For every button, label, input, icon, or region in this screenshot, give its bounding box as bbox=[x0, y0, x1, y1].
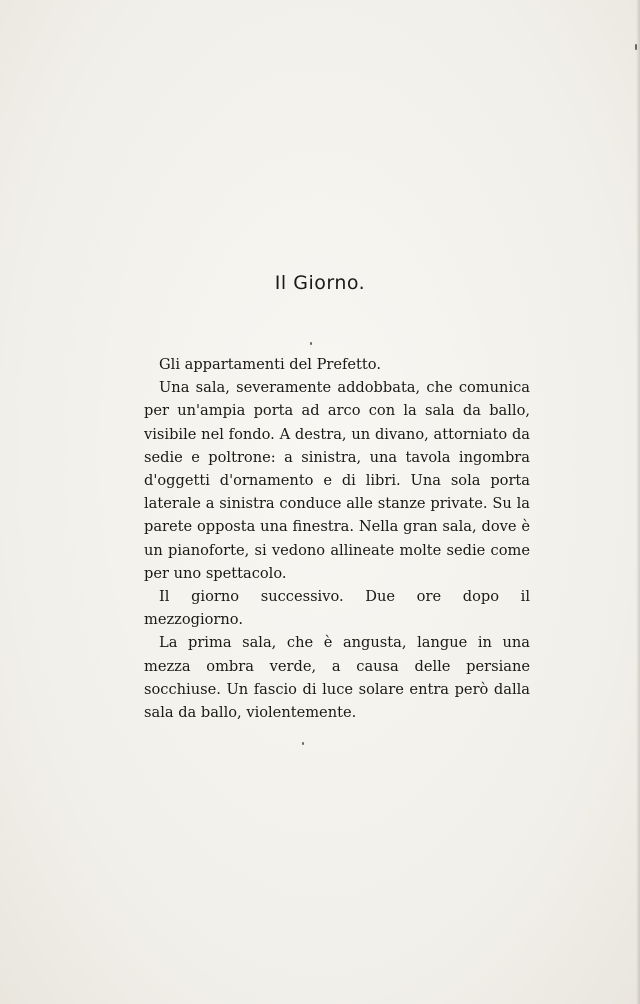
stage-directions bbox=[144, 353, 530, 724]
paragraph-lighting: La prima sala, che è angusta, langue in una mezza ombra verde, a causa delle persiane socchiuse. Un fascio di luce solare entra però dalla sala da ballo, violentemente. bbox=[144, 634, 530, 722]
ink-speck bbox=[302, 742, 304, 745]
ink-speck bbox=[635, 44, 637, 50]
paragraph-location: Gli appartamenti del Prefetto. bbox=[159, 356, 381, 373]
ink-speck bbox=[310, 342, 312, 345]
paragraph-time: Il giorno successivo. Due ore dopo il mezzogiorno. bbox=[144, 588, 530, 629]
paragraph-setting: Una sala, severamente addobbata, che comunica per un'ampia porta ad arco con la sala da ballo, visibile nel fondo. A destra, un divano, attorniato da sedie e poltrone: a sinistra, una tavola ingombra d'oggetti d'ornamento e di libri. Una sola porta laterale a sinistra conduce alle stanze private. Su la parete opposta una finestra. Nella gran sala, dove è un pianoforte, si vedono allineate molte sedie come per uno spettacolo. bbox=[144, 379, 530, 582]
page-edge-shadow bbox=[636, 0, 640, 1004]
section-title: Il Giorno. bbox=[274, 272, 366, 294]
